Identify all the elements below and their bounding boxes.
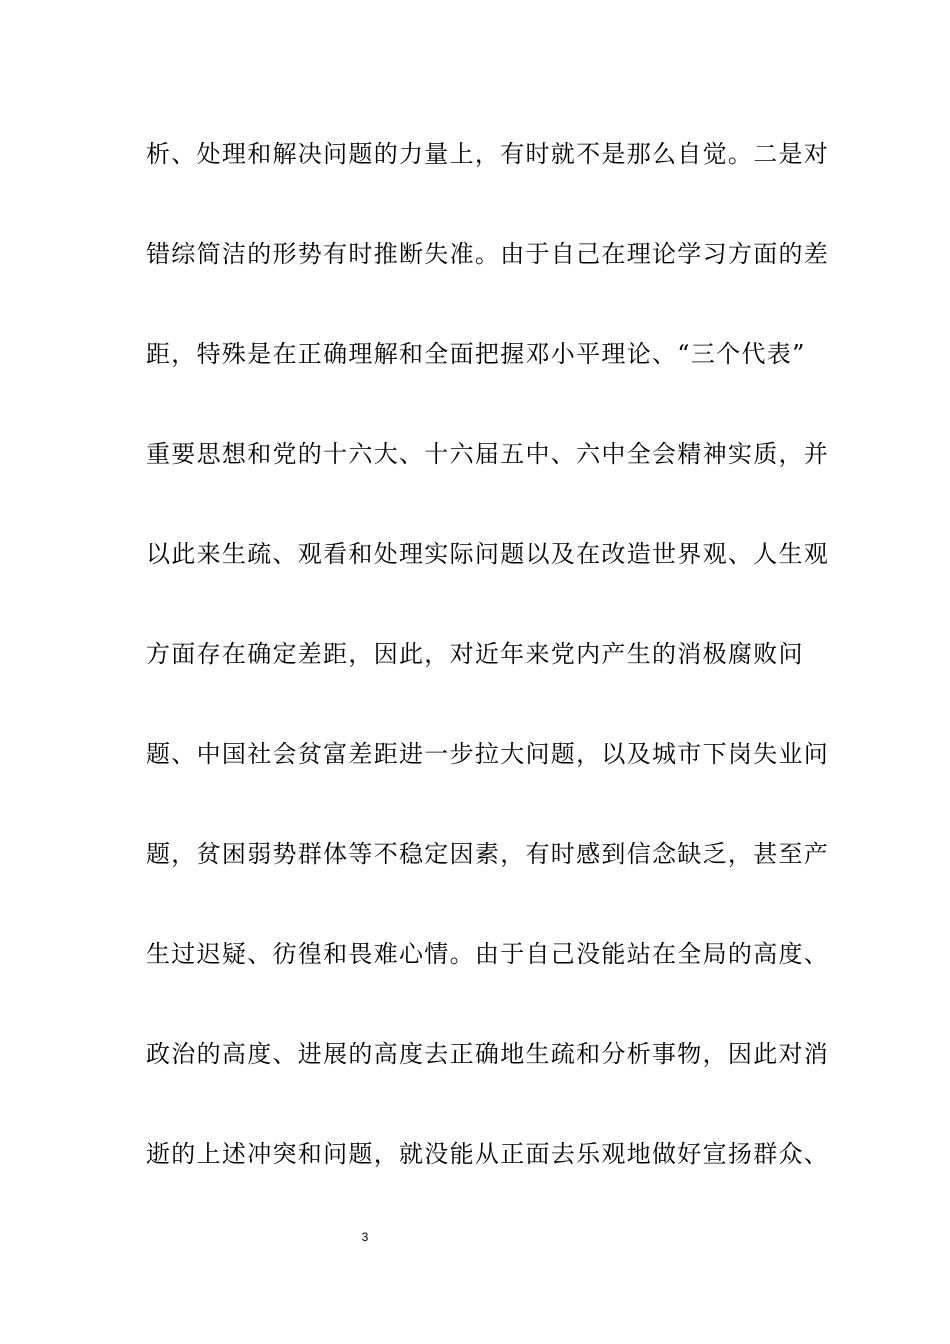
text-line: 以此来生疏、观看和处理实际问题以及在改造世界观、人生观 xyxy=(146,540,830,568)
text-line: 析、处理和解决问题的力量上，有时就不是那么自觉。二是对 xyxy=(146,140,830,168)
text-line: 错综简洁的形势有时推断失准。由于自己在理论学习方面的差 xyxy=(146,240,830,268)
text-line: 政治的高度、进展的高度去正确地生疏和分析事物，因此对消 xyxy=(146,1040,830,1068)
text-line: 逝的上述冲突和问题，就没能从正面去乐观地做好宣扬群众、 xyxy=(146,1140,830,1168)
text-line: 方面存在确定差距，因此，对近年来党内产生的消极腐败问 xyxy=(146,640,804,668)
text-line: 生过迟疑、彷徨和畏难心情。由于自己没能站在全局的高度、 xyxy=(146,940,830,968)
text-line: 题、中国社会贫富差距进一步拉大问题，以及城市下岗失业问 xyxy=(146,740,830,768)
body-text xyxy=(146,131,830,1231)
text-line: 重要思想和党的十六大、十六届五中、六中全会精神实质，并 xyxy=(146,440,830,468)
text-line: 距，特殊是在正确理解和全面把握邓小平理论、“三个代表” xyxy=(146,340,806,368)
text-line: 题，贫困弱势群体等不稳定因素，有时感到信念缺乏，甚至产 xyxy=(146,840,830,868)
page-number: 3 xyxy=(361,1230,369,1244)
